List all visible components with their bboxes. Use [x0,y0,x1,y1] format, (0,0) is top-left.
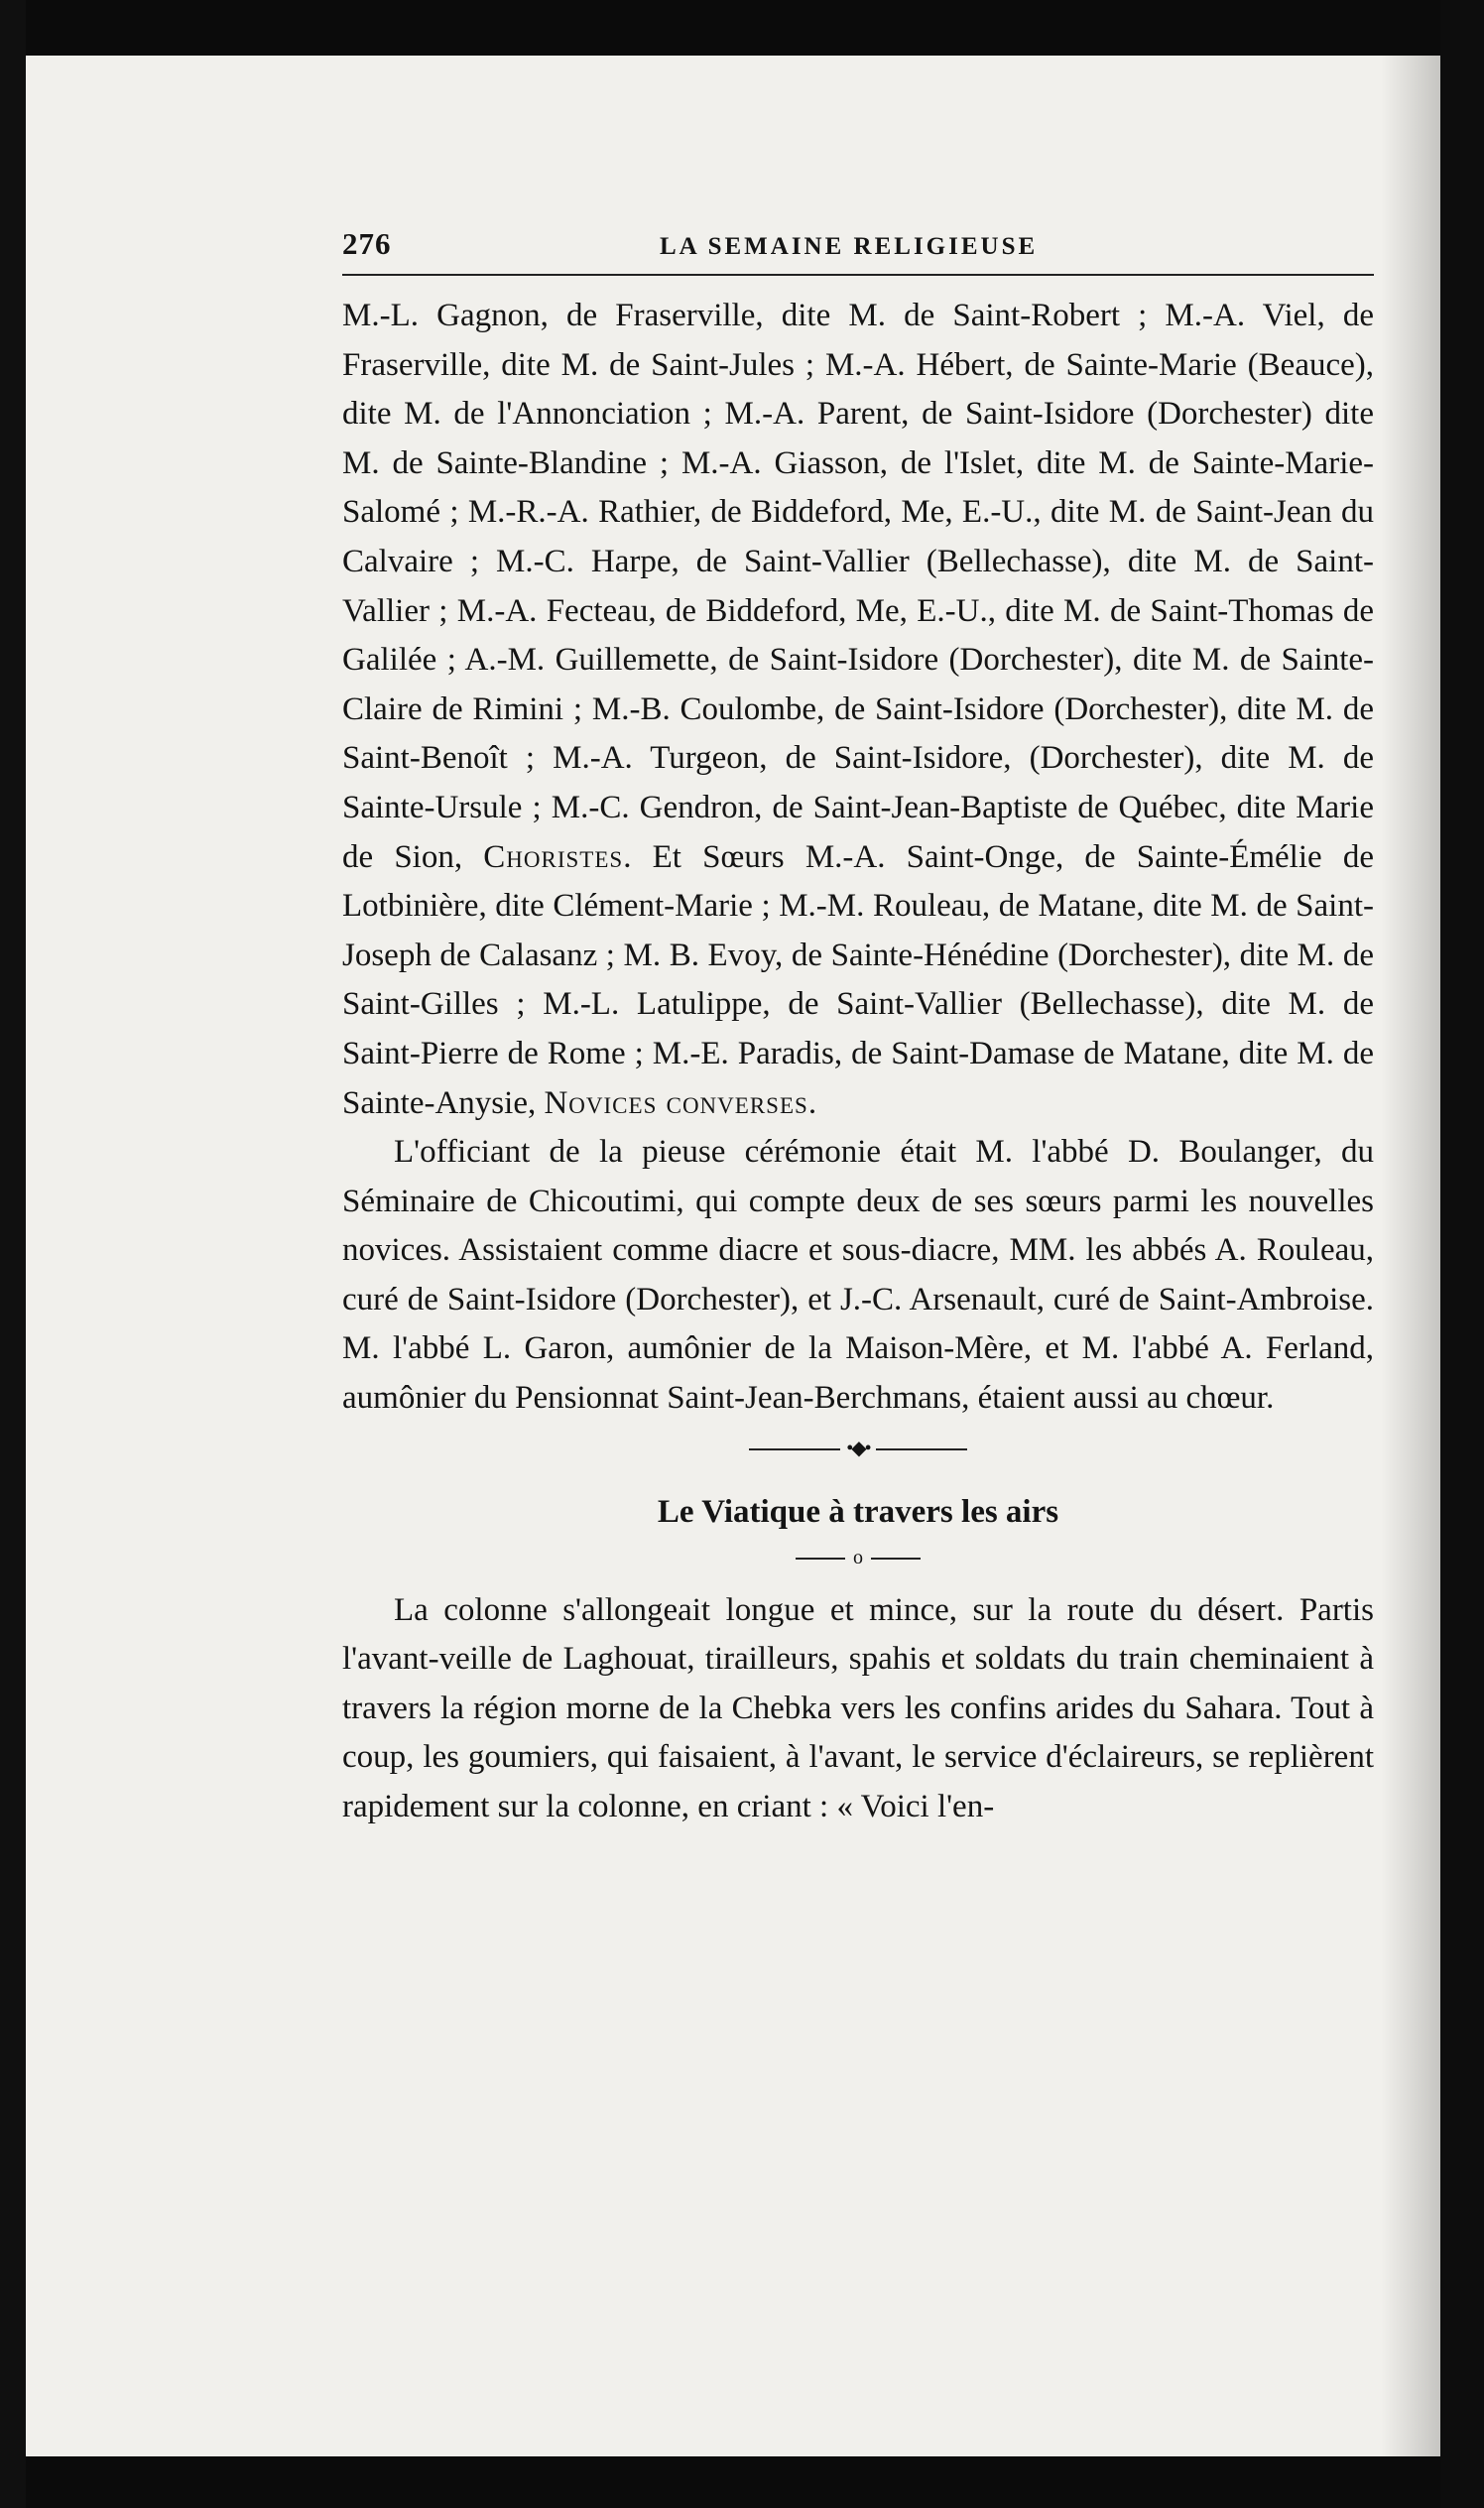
separator-rule-left [749,1448,840,1450]
separator-rule-right [876,1448,967,1450]
paragraph-officiant: L'officiant de la pieuse cérémonie était M. l'abbé D. Boulanger, du Séminaire de Chicoutimi, qui compte deux de ses sœurs parmi les nouvelles novices. Assistaient comme diacre et sous-diacre, MM. les abbés A. Rouleau, curé de Saint-Isidore (Dorchester), et J.-C. Arsenault, curé de Saint-Ambroise. M. l'abbé L. Garon, aumônier de la Maison-Mère, et M. l'abbé A. Ferland, aumônier du Pensionnat Saint-Jean-Berchmans, étaient aussi au chœur. [342,1134,1374,1417]
names-list-text: M.-L. Gagnon, de Fraserville, dite M. de Saint-Robert ; M.-A. Viel, de Fraserville, dite M. de Saint-Jules ; M.-A. Hébert, de Sainte-Marie (Beauce), dite M. de l'Annonciation ; M.-A. Parent, de Saint-Isidore (Dorchester) dite M. de Sainte-Blandine ; M.-A. Giasson, de l'Islet, dite M. de Sainte-Marie-Salomé ; M.-R.-A. Rathier, de Biddeford, Me, E.-U., dite M. de Saint-Jean du Calvaire ; M.-C. Harpe, de Saint-Vallier (Bellechasse), dite M. de Saint-Vallier ; M.-A. Fecteau, de Biddeford, Me, E.-U., dite M. de Saint-Thomas de Galilée ; A.-M. Guillemette, de Saint-Isidore (Dorchester), dite M. de Sainte-Claire de Rimini ; M.-B. Coulombe, de Saint-Isidore (Dorchester), dite M. de Saint-Benoît ; M.-A. Turgeon, de Saint-Isidore, (Dorchester), dite M. de Sainte-Ursule ; M.-C. Gendron, de Saint-Jean-Baptiste de Québec, dite Marie de Sion, [342,298,1374,875]
paragraph-viatique: La colonne s'allongeait longue et mince, sur la route du désert. Partis l'avant-veille de Laghouat, tirailleurs, spahis et soldats du train cheminaient à travers la région morne de la Chebka vers les confins arides du Sahara. Tout à coup, les goumiers, qui faisaient, à l'avant, le service d'éclaireurs, se replièrent rapidement sur la colonne, en criant : « Voici l'en- [342,1591,1374,1825]
section-title: Le Viatique à travers les airs [657,1493,1059,1530]
scan-left-edge [0,0,26,2508]
body-text [342,292,1374,1832]
page-number: 276 [342,226,392,261]
running-head-title: LA SEMAINE RELIGIEUSE [660,233,1039,260]
scan-right-edge [1440,0,1484,2508]
novices-converses-label: Novices converses [544,1084,808,1121]
ornament-glyph: •◆• [846,1437,870,1459]
paragraph-names-list [342,292,1374,1128]
page-text-block [342,226,1374,1832]
small-rule-right [871,1558,921,1560]
small-rule-left [796,1558,845,1560]
names-list-text-continued: . Et Sœurs M.-A. Saint-Onge, de Sainte-Émélie de Lotbinière, dite Clément-Marie ; M.-M. Rouleau, de Matane, dite M. de Saint-Joseph de Calasanz ; M. B. Evoy, de Sainte-Hénédine (Dorchester), dite M. de Saint-Gilles ; M.-L. Latulippe, de Saint-Vallier (Bellechasse), dite M. de Saint-Pierre de Rome ; M.-E. Paradis, de Saint-Damase de Matane, dite M. de Sainte-Anysie, [342,838,1374,1121]
ornament-separator [342,1430,1374,1469]
page-shadow [1381,56,1440,2456]
choristes-label: Choristes [483,838,624,875]
running-head [342,226,1374,276]
small-separator [342,1539,1374,1578]
small-ornament: o [853,1546,863,1568]
names-list-end: . [807,1084,817,1121]
